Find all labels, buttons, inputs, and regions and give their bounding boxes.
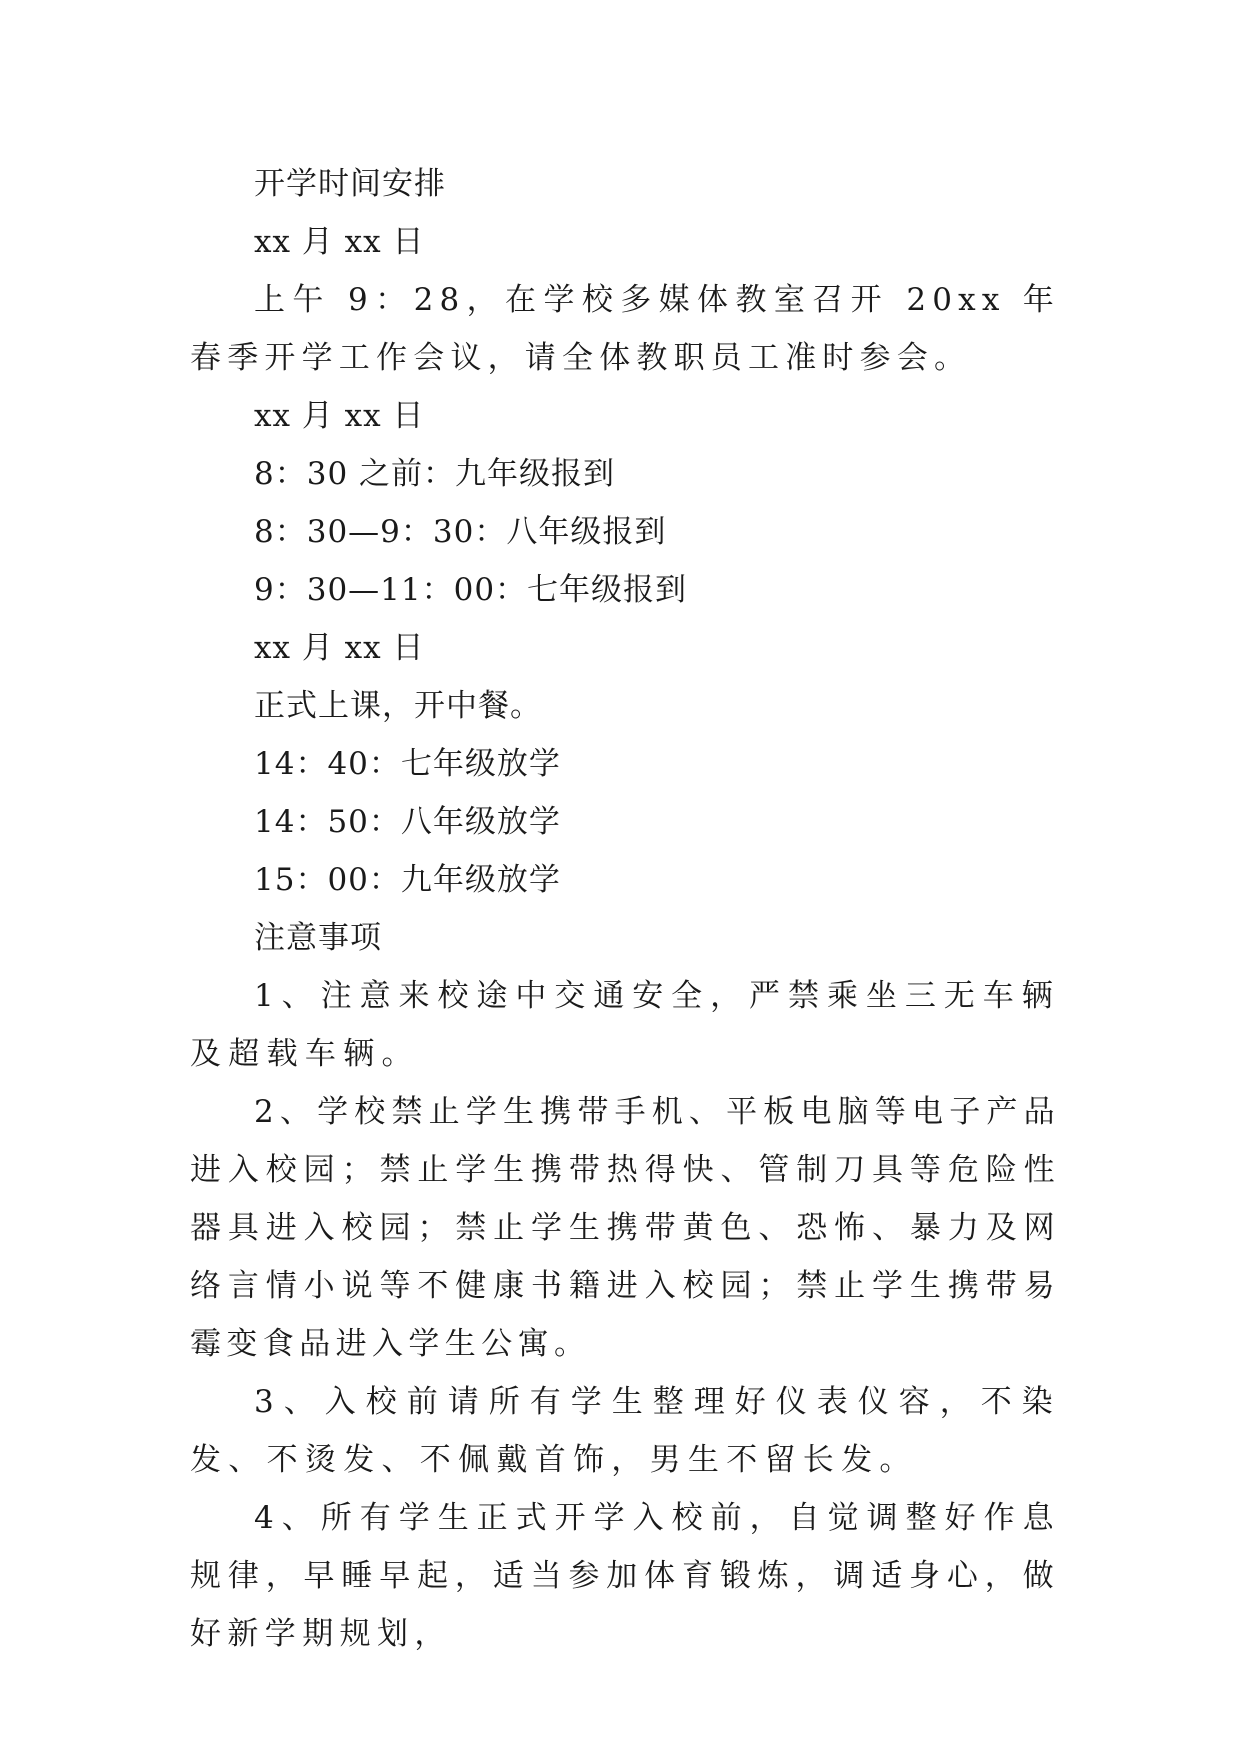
schedule-date: xx 月 xx 日 <box>254 630 425 666</box>
schedule-date: xx 月 xx 日 <box>254 224 425 260</box>
notes-heading: 注意事项 <box>254 920 382 956</box>
schedule-item: 8：30—9：30：八年级报到 <box>254 514 667 550</box>
schedule-item: 14：40：七年级放学 <box>254 746 561 782</box>
note-item: 3、入校前请所有学生整理好仪表仪容，不染发、不烫发、不佩戴首饰，男生不留长发。 <box>190 1384 1060 1478</box>
schedule-item: 15：00：九年级放学 <box>254 862 561 898</box>
schedule-item: 8：30 之前：九年级报到 <box>254 456 616 492</box>
document-title: 开学时间安排 <box>254 166 446 202</box>
note-item: 4、所有学生正式开学入校前，自觉调整好作息规律，早睡早起，适当参加体育锻炼，调适身心，做好新学期规划， <box>190 1500 1060 1652</box>
note-item: 1、注意来校途中交通安全，严禁乘坐三无车辆及超载车辆。 <box>190 978 1060 1072</box>
note-item: 2、学校禁止学生携带手机、平板电脑等电子产品进入校园；禁止学生携带热得快、管制刀具等危险性器具进入校园；禁止学生携带黄色、恐怖、暴力及网络言情小说等不健康书籍进入校园；禁止学生携带易霉变食品进入学生公寓。 <box>190 1094 1060 1362</box>
schedule-item: 9：30—11：00：七年级报到 <box>254 572 688 608</box>
schedule-item: 上午 9：28，在学校多媒体教室召开 20xx 年春季开学工作会议，请全体教职员工准时参会。 <box>190 282 1060 376</box>
schedule-date: xx 月 xx 日 <box>254 398 425 434</box>
schedule-item: 正式上课，开中餐。 <box>254 688 542 724</box>
schedule-item: 14：50：八年级放学 <box>254 804 561 840</box>
document-body <box>190 155 1060 1663</box>
